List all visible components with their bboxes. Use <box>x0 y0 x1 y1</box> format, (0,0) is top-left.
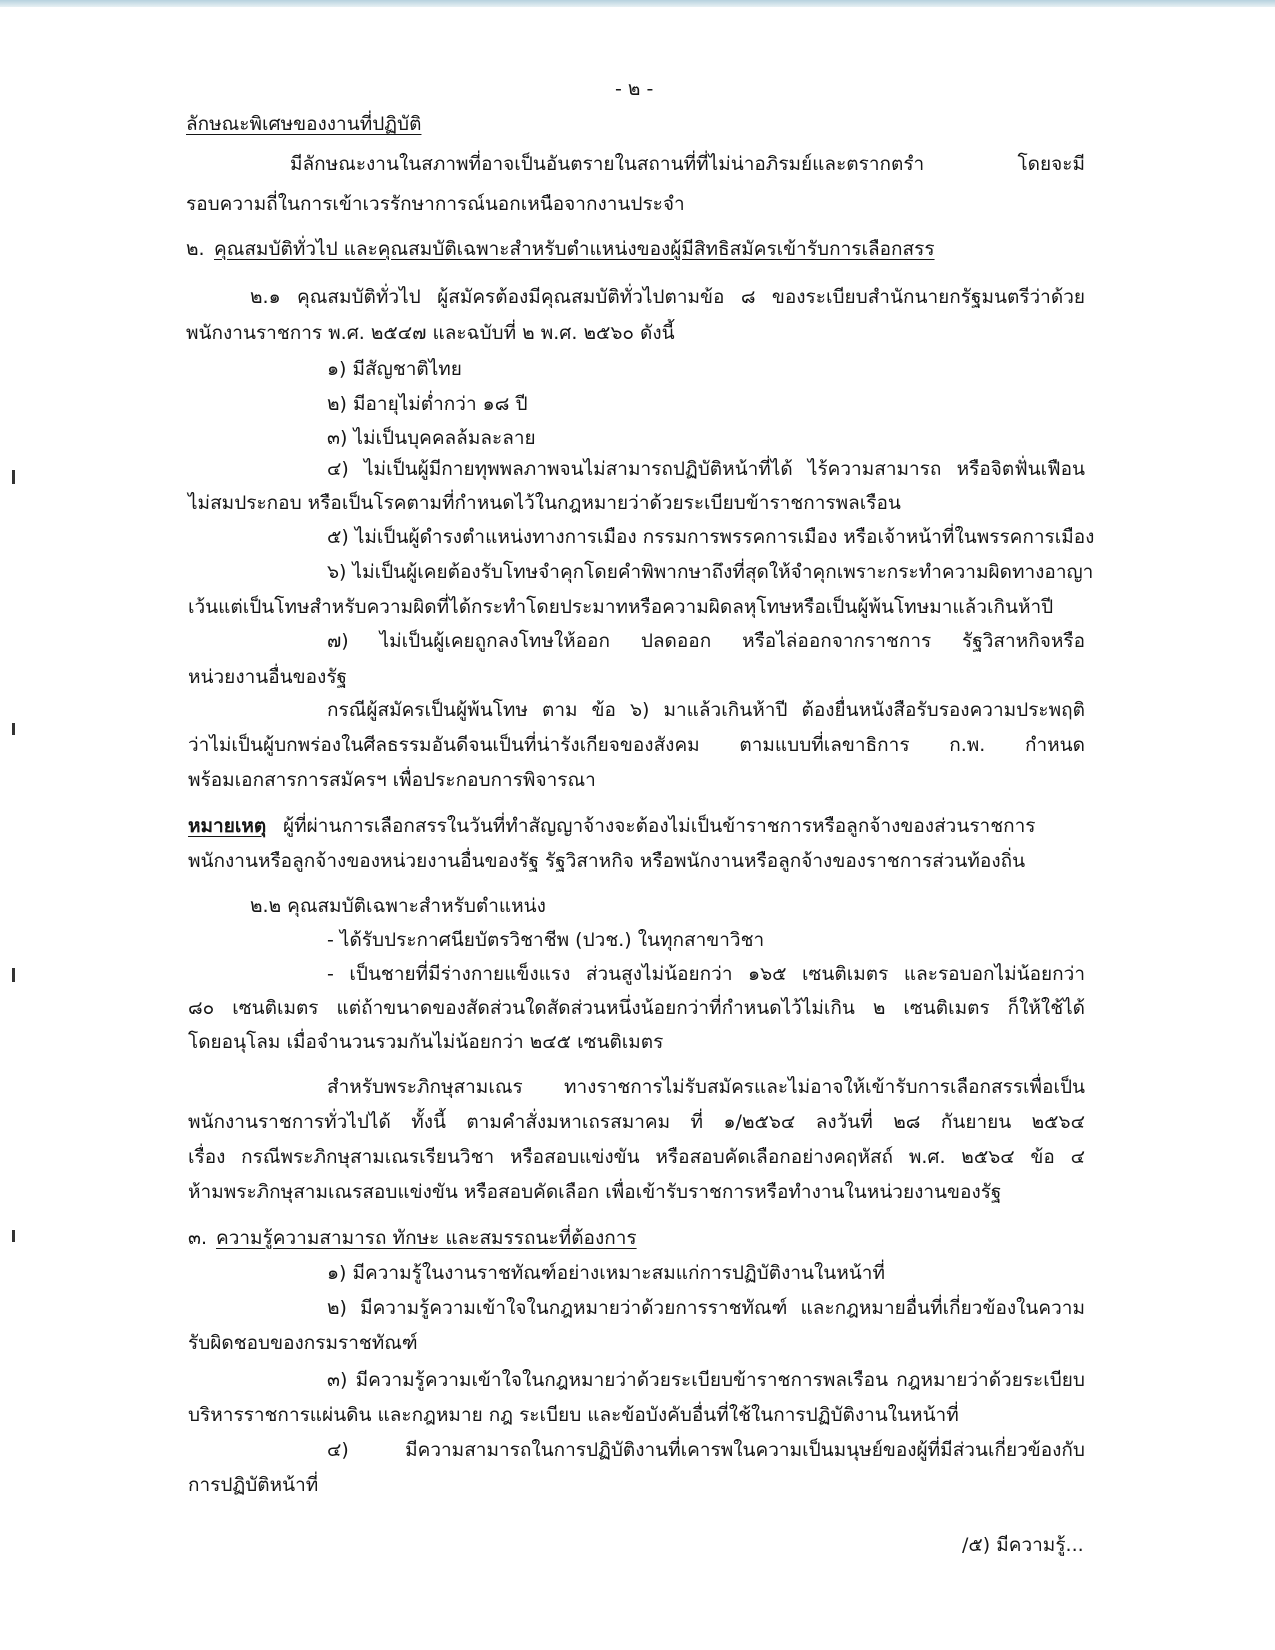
scan-edge <box>0 0 1275 7</box>
case-line: กรณีผู้สมัครเป็นผู้พ้นโทษ ตาม ข้อ ๖) มาแล้วเกินห้าปี ต้องยื่นหนังสือรับรองความประพฤติ <box>327 699 1085 721</box>
scan-mark <box>12 723 15 735</box>
general-intro-line: พนักงานราชการ พ.ศ. ๒๕๔๗ และฉบับที่ ๒ พ.ศ. ๒๕๖๐ ดังนี้ <box>186 322 675 344</box>
skill-line: รับผิดชอบของกรมราชทัณฑ์ <box>188 1332 418 1354</box>
specific-heading: ๒.๒ คุณสมบัติเฉพาะสำหรับตำแหน่ง <box>250 895 546 917</box>
case-line: พร้อมเอกสารการสมัครฯ เพื่อประกอบการพิจารณา <box>188 769 596 791</box>
list-item: เว้นแต่เป็นโทษสำหรับความผิดที่ได้กระทำโดยประมาทหรือความผิดลหุโทษหรือเป็นผู้พ้นโทษมาแล้วเกินห้าปี <box>188 596 1054 618</box>
note-line: พนักงานหรือลูกจ้างของหน่วยงานอื่นของรัฐ รัฐวิสาหกิจ หรือพนักงานหรือลูกจ้างของราชการส่วนท้องถิ่น <box>188 850 1026 872</box>
section3-number: ๓. <box>188 1227 208 1249</box>
list-item: ๓) ไม่เป็นบุคคลล้มละลาย <box>327 427 536 449</box>
list-item: ๑) มีสัญชาติไทย <box>327 358 462 380</box>
note-line: ผู้ที่ผ่านการเลือกสรรในวันที่ทำสัญญาจ้างจะต้องไม่เป็นข้าราชการหรือลูกจ้างของส่วนราชการ <box>283 815 1036 837</box>
list-item: ๗) ไม่เป็นผู้เคยถูกลงโทษให้ออก ปลดออก หรือไล่ออกจากราชการ รัฐวิสาหกิจหรือ <box>327 630 1085 652</box>
section3-heading: ความรู้ความสามารถ ทักษะ และสมรรถนะที่ต้องการ <box>216 1227 637 1249</box>
special-heading: ลักษณะพิเศษของงานที่ปฏิบัติ <box>186 113 422 135</box>
scan-mark <box>12 470 15 484</box>
skill-line: บริหารราชการแผ่นดิน และกฎหมาย กฎ ระเบียบ และข้อบังคับอื่นที่ใช้ในการปฏิบัติงานในหน้าที่ <box>188 1404 959 1426</box>
general-intro-line: ๒.๑ คุณสมบัติทั่วไป ผู้สมัครต้องมีคุณสมบัติทั่วไปตามข้อ ๘ ของระเบียบสำนักนายกรัฐมนตรีว่าด้วย <box>250 286 1085 308</box>
list-item: ไม่สมประกอบ หรือเป็นโรคตามที่กำหนดไว้ในกฎหมายว่าด้วยระเบียบข้าราชการพลเรือน <box>188 492 901 514</box>
specific-line: ๘๐ เซนติเมตร แต่ถ้าขนาดของสัดส่วนใดสัดส่วนหนึ่งน้อยกว่าที่กำหนดไว้ไม่เกิน ๒ เซนติเมตร ก็ให้ใช้ได้ <box>188 997 1085 1019</box>
monk-line: สำหรับพระภิกษุสามเณร ทางราชการไม่รับสมัครและไม่อาจให้เข้ารับการเลือกสรรเพื่อเป็น <box>327 1076 1085 1098</box>
skill-line: ๑) มีความรู้ในงานราชทัณฑ์อย่างเหมาะสมแก่การปฏิบัติงานในหน้าที่ <box>327 1262 885 1284</box>
continuation-marker: /๕) มีความรู้... <box>962 1534 1084 1556</box>
list-item: ๖) ไม่เป็นผู้เคยต้องรับโทษจำคุกโดยคำพิพากษาถึงที่สุดให้จำคุกเพราะกระทำความผิดทางอาญา <box>327 561 1094 583</box>
list-item: ๕) ไม่เป็นผู้ดำรงตำแหน่งทางการเมือง กรรมการพรรคการเมือง หรือเจ้าหน้าที่ในพรรคการเมือง <box>327 526 1095 548</box>
scan-mark <box>12 968 15 982</box>
monk-line: พนักงานราชการทั่วไปได้ ทั้งนี้ ตามคำสั่งมหาเถรสมาคม ที่ ๑/๒๕๖๔ ลงวันที่ ๒๘ กันยายน ๒๕๖๔ <box>188 1111 1085 1133</box>
note-label: หมายเหตุ <box>188 815 267 837</box>
specific-line: - เป็นชายที่มีร่างกายแข็งแรง ส่วนสูงไม่น้อยกว่า ๑๖๕ เซนติเมตร และรอบอกไม่น้อยกว่า <box>327 963 1085 985</box>
case-line: ว่าไม่เป็นผู้บกพร่องในศีลธรรมอันดีจนเป็นที่น่ารังเกียจของสังคม ตามแบบที่เลขาธิการ ก.พ. กำหนด <box>188 734 1085 756</box>
list-item: ๒) มีอายุไม่ต่ำกว่า ๑๘ ปี <box>327 393 528 415</box>
list-item: ๔) ไม่เป็นผู้มีกายทุพพลภาพจนไม่สามารถปฏิบัติหน้าที่ได้ ไร้ความสามารถ หรือจิตฟั่นเฟือน <box>327 458 1085 480</box>
monk-line: เรื่อง กรณีพระภิกษุสามเณรเรียนวิชา หรือสอบแข่งขัน หรือสอบคัดเลือกอย่างคฤหัสถ์ พ.ศ. ๒๕๖๔ ข้อ ๔ <box>188 1146 1085 1168</box>
specific-line: โดยอนุโลม เมื่อจำนวนรวมกันไม่น้อยกว่า ๒๔๕ เซนติเมตร <box>188 1031 664 1053</box>
skill-line: การปฏิบัติหน้าที่ <box>188 1474 319 1496</box>
page-number: - ๒ - <box>615 78 654 100</box>
skill-line: ๓) มีความรู้ความเข้าใจในกฎหมายว่าด้วยระเบียบข้าราชการพลเรือน กฎหมายว่าด้วยระเบียบ <box>327 1369 1085 1391</box>
specific-line: - ได้รับประกาศนียบัตรวิชาชีพ (ปวช.) ในทุกสาขาวิชา <box>327 929 765 951</box>
monk-line: ห้ามพระภิกษุสามเณรสอบแข่งขัน หรือสอบคัดเลือก เพื่อเข้ารับราชการหรือทำงานในหน่วยงานของรัฐ <box>188 1181 1002 1203</box>
special-line: มีลักษณะงานในสภาพที่อาจเป็นอันตรายในสถานที่ที่ไม่น่าอภิรมย์และตรากตรำ โดยจะมี <box>290 153 1085 175</box>
section2-heading: คุณสมบัติทั่วไป และคุณสมบัติเฉพาะสำหรับตำแหน่งของผู้มีสิทธิสมัครเข้ารับการเลือกสรร <box>214 238 935 260</box>
skill-line: ๒) มีความรู้ความเข้าใจในกฎหมายว่าด้วยการราชทัณฑ์ และกฎหมายอื่นที่เกี่ยวข้องในความ <box>327 1297 1085 1319</box>
skill-line: ๔) มีความสามารถในการปฏิบัติงานที่เคารพในความเป็นมนุษย์ของผู้ที่มีส่วนเกี่ยวข้องกับ <box>327 1439 1085 1461</box>
list-item: หน่วยงานอื่นของรัฐ <box>188 666 348 688</box>
special-line: รอบความถี่ในการเข้าเวรรักษาการณ์นอกเหนือจากงานประจำ <box>186 193 685 215</box>
scan-mark <box>12 1230 15 1242</box>
section2-number: ๒. <box>186 238 205 260</box>
